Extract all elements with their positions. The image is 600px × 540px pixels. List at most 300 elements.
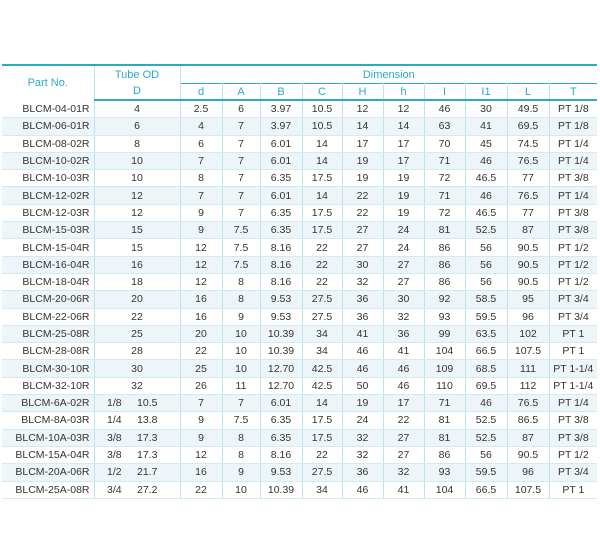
dim-cell-c: 34 <box>302 343 342 360</box>
tube-od-cell <box>94 135 180 152</box>
tube-od-value: 10 <box>131 155 143 168</box>
dim-cell-h-upper: 32 <box>342 429 383 446</box>
tube-od-inch: 3/8 <box>107 449 122 462</box>
dim-cell-l: 86.5 <box>507 412 549 429</box>
dim-cell-a: 7.5 <box>222 222 260 239</box>
tube-od-value: 28 <box>131 345 143 358</box>
dim-cell-a: 7.5 <box>222 256 260 273</box>
dim-cell-b: 6.01 <box>260 395 302 412</box>
dim-cell-t: PT 3/8 <box>549 222 597 239</box>
dim-cell-i: 81 <box>424 412 465 429</box>
dim-header-l: L <box>507 84 549 101</box>
dim-cell-i1: 56 <box>465 239 507 256</box>
part-number-cell: BLCM-10-03R <box>2 170 94 187</box>
dim-cell-i1: 52.5 <box>465 222 507 239</box>
dim-header-b: B <box>260 84 302 101</box>
tube-od-value: 6 <box>134 120 140 133</box>
table-row <box>2 360 597 377</box>
dim-cell-l: 87 <box>507 222 549 239</box>
dim-cell-d: 9 <box>180 429 222 446</box>
tube-od-cell <box>94 308 180 325</box>
tube-od-mm: 17.3 <box>137 431 158 444</box>
table-row <box>2 481 597 498</box>
dim-cell-i1: 58.5 <box>465 291 507 308</box>
table-row <box>2 291 597 308</box>
dim-cell-h-upper: 32 <box>342 273 383 290</box>
dim-cell-i: 93 <box>424 308 465 325</box>
tube-od-cell <box>94 291 180 308</box>
table-row <box>2 343 597 360</box>
tube-od-value: 22 <box>131 310 143 323</box>
dim-header-a: A <box>222 84 260 101</box>
dim-cell-b: 6.01 <box>260 152 302 169</box>
part-number-cell: BLCM-10-02R <box>2 152 94 169</box>
dim-cell-a: 7.5 <box>222 412 260 429</box>
table-row <box>2 118 597 135</box>
dim-cell-b: 12.70 <box>260 360 302 377</box>
dim-cell-i1: 46 <box>465 187 507 204</box>
dim-cell-i: 81 <box>424 429 465 446</box>
dim-cell-d: 12 <box>180 446 222 463</box>
dim-cell-i1: 46 <box>465 395 507 412</box>
dim-cell-i1: 68.5 <box>465 360 507 377</box>
dim-cell-i1: 52.5 <box>465 429 507 446</box>
dim-cell-t: PT 3/8 <box>549 429 597 446</box>
part-number-cell: BLCM-28-08R <box>2 343 94 360</box>
dim-cell-a: 7 <box>222 170 260 187</box>
tube-od-mm: 27.2 <box>137 483 158 496</box>
dim-cell-b: 9.53 <box>260 464 302 481</box>
dim-cell-c: 14 <box>302 135 342 152</box>
dim-cell-a: 10 <box>222 360 260 377</box>
tube-od-cell <box>94 187 180 204</box>
dim-header-t: T <box>549 84 597 101</box>
dim-cell-t: PT 1/2 <box>549 273 597 290</box>
dim-cell-h-lower: 17 <box>383 135 424 152</box>
dim-header-i1: I1 <box>465 84 507 101</box>
dim-cell-l: 90.5 <box>507 273 549 290</box>
dim-cell-i1: 46.5 <box>465 170 507 187</box>
dim-cell-h-lower: 27 <box>383 256 424 273</box>
tube-od-cell <box>94 170 180 187</box>
dim-cell-h-lower: 32 <box>383 464 424 481</box>
tube-od-value: 25 <box>131 328 143 340</box>
tube-od-inch: 3/8 <box>107 431 122 444</box>
tube-od-value: 15 <box>131 224 143 237</box>
dim-cell-t: PT 3/4 <box>549 308 597 325</box>
dim-cell-h-lower: 17 <box>383 152 424 169</box>
dim-cell-t: PT 1/4 <box>549 152 597 169</box>
tube-od-value: 15 <box>131 241 143 254</box>
dim-cell-c: 22 <box>302 256 342 273</box>
dim-header-h-lower: h <box>383 84 424 101</box>
dim-cell-l: 77 <box>507 170 549 187</box>
dim-cell-t: PT 3/8 <box>549 412 597 429</box>
dim-cell-i: 63 <box>424 118 465 135</box>
dim-cell-a: 10 <box>222 325 260 342</box>
dim-cell-i1: 46 <box>465 152 507 169</box>
tube-od-value: 32 <box>131 379 143 392</box>
part-number-cell: BLCM-20A-06R <box>2 464 94 481</box>
dim-cell-i: 81 <box>424 222 465 239</box>
dim-cell-i1: 46.5 <box>465 204 507 221</box>
dim-cell-d: 16 <box>180 291 222 308</box>
dim-cell-d: 16 <box>180 464 222 481</box>
dim-cell-b: 6.01 <box>260 187 302 204</box>
tube-od-value: 10 <box>131 172 143 185</box>
dim-cell-i: 86 <box>424 446 465 463</box>
tube-od-value: 30 <box>131 362 143 375</box>
dim-cell-l: 49.5 <box>507 100 549 118</box>
part-number-cell: BLCM-18-04R <box>2 273 94 290</box>
dim-cell-h-lower: 36 <box>383 325 424 342</box>
dim-cell-h-upper: 24 <box>342 412 383 429</box>
dim-cell-i: 110 <box>424 377 465 394</box>
dim-cell-h-lower: 30 <box>383 291 424 308</box>
dim-cell-i: 86 <box>424 239 465 256</box>
dim-cell-a: 7 <box>222 118 260 135</box>
table-row <box>2 412 597 429</box>
dim-cell-b: 6.35 <box>260 204 302 221</box>
dim-cell-i: 86 <box>424 256 465 273</box>
dim-cell-b: 6.35 <box>260 429 302 446</box>
part-number-cell: BLCM-10A-03R <box>2 429 94 446</box>
dim-cell-h-lower: 19 <box>383 204 424 221</box>
dim-cell-a: 8 <box>222 446 260 463</box>
dim-cell-h-upper: 32 <box>342 446 383 463</box>
tube-od-cell <box>94 222 180 239</box>
table-row <box>2 135 597 152</box>
tube-od-cell <box>94 360 180 377</box>
dim-cell-l: 76.5 <box>507 395 549 412</box>
dim-cell-c: 22 <box>302 239 342 256</box>
table-row <box>2 429 597 446</box>
dim-cell-h-upper: 46 <box>342 481 383 498</box>
dim-cell-h-lower: 24 <box>383 222 424 239</box>
dim-cell-a: 6 <box>222 100 260 118</box>
dim-cell-t: PT 1/2 <box>549 446 597 463</box>
part-number-cell: BLCM-20-06R <box>2 291 94 308</box>
tube-od-cell <box>94 343 180 360</box>
part-number-cell: BLCM-30-10R <box>2 360 94 377</box>
dim-cell-i1: 56 <box>465 446 507 463</box>
dim-cell-b: 10.39 <box>260 481 302 498</box>
tube-od-cell <box>94 395 180 412</box>
dim-cell-i1: 52.5 <box>465 412 507 429</box>
tube-od-cell <box>94 239 180 256</box>
tube-od-cell <box>94 118 180 135</box>
dim-cell-h-lower: 46 <box>383 360 424 377</box>
dim-cell-t: PT 1-1/4 <box>549 377 597 394</box>
dim-cell-h-lower: 32 <box>383 308 424 325</box>
dim-cell-b: 6.35 <box>260 222 302 239</box>
dim-cell-d: 12 <box>180 239 222 256</box>
dim-cell-b: 8.16 <box>260 256 302 273</box>
dim-cell-c: 10.5 <box>302 118 342 135</box>
tube-od-sub-header: D <box>94 84 180 101</box>
dim-cell-c: 14 <box>302 152 342 169</box>
dim-header-d: d <box>180 84 222 101</box>
dim-cell-h-upper: 22 <box>342 204 383 221</box>
dim-cell-h-upper: 14 <box>342 118 383 135</box>
dim-cell-a: 9 <box>222 464 260 481</box>
dim-cell-i: 99 <box>424 325 465 342</box>
dim-cell-h-lower: 19 <box>383 170 424 187</box>
dim-cell-b: 8.16 <box>260 273 302 290</box>
dim-cell-t: PT 3/4 <box>549 291 597 308</box>
dim-cell-h-lower: 27 <box>383 446 424 463</box>
dim-cell-h-upper: 19 <box>342 152 383 169</box>
dim-cell-h-lower: 46 <box>383 377 424 394</box>
dim-cell-a: 7 <box>222 135 260 152</box>
table-row <box>2 204 597 221</box>
tube-od-cell <box>94 377 180 394</box>
dim-header-i: I <box>424 84 465 101</box>
dim-cell-i1: 56 <box>465 273 507 290</box>
dim-cell-d: 8 <box>180 170 222 187</box>
part-no-header: Part No. <box>2 65 94 100</box>
dim-cell-i1: 69.5 <box>465 377 507 394</box>
part-number-cell: BLCM-06-01R <box>2 118 94 135</box>
dim-cell-d: 12 <box>180 256 222 273</box>
dim-cell-i: 109 <box>424 360 465 377</box>
tube-od-value: 16 <box>131 258 143 271</box>
part-number-cell: BLCM-15A-04R <box>2 446 94 463</box>
tube-od-mm: 17.3 <box>137 449 158 462</box>
dim-cell-h-upper: 46 <box>342 343 383 360</box>
dim-cell-h-lower: 27 <box>383 429 424 446</box>
dim-cell-i1: 66.5 <box>465 481 507 498</box>
part-number-cell: BLCM-15-04R <box>2 239 94 256</box>
dim-cell-i: 71 <box>424 187 465 204</box>
table-row <box>2 187 597 204</box>
dim-cell-a: 8 <box>222 273 260 290</box>
tube-od-inch: 3/4 <box>107 483 122 496</box>
tube-od-header: Tube OD <box>94 65 180 84</box>
table-row <box>2 256 597 273</box>
dim-cell-t: PT 1/8 <box>549 100 597 118</box>
dimension-table-container <box>2 64 597 499</box>
dim-cell-b: 6.01 <box>260 135 302 152</box>
table-row <box>2 222 597 239</box>
dim-cell-c: 17.5 <box>302 412 342 429</box>
dim-cell-l: 107.5 <box>507 343 549 360</box>
part-number-cell: BLCM-8A-03R <box>2 412 94 429</box>
table-row <box>2 100 597 118</box>
dim-cell-l: 96 <box>507 308 549 325</box>
dim-cell-c: 27.5 <box>302 464 342 481</box>
part-number-cell: BLCM-08-02R <box>2 135 94 152</box>
dim-cell-c: 42.5 <box>302 377 342 394</box>
dim-cell-d: 2.5 <box>180 100 222 118</box>
dim-cell-t: PT 3/4 <box>549 464 597 481</box>
dim-cell-a: 7 <box>222 187 260 204</box>
dim-cell-c: 27.5 <box>302 308 342 325</box>
tube-od-value: 12 <box>131 206 143 219</box>
dim-cell-b: 9.53 <box>260 308 302 325</box>
dim-cell-c: 17.5 <box>302 204 342 221</box>
dim-cell-a: 8 <box>222 291 260 308</box>
dim-cell-i1: 59.5 <box>465 464 507 481</box>
dim-cell-i1: 56 <box>465 256 507 273</box>
dim-cell-h-upper: 50 <box>342 377 383 394</box>
dim-cell-c: 17.5 <box>302 222 342 239</box>
dim-cell-t: PT 1/4 <box>549 395 597 412</box>
dim-cell-i: 70 <box>424 135 465 152</box>
dim-cell-d: 9 <box>180 204 222 221</box>
dim-cell-b: 10.39 <box>260 343 302 360</box>
dim-cell-i1: 41 <box>465 118 507 135</box>
dim-cell-d: 26 <box>180 377 222 394</box>
table-row <box>2 152 597 169</box>
part-number-cell: BLCM-25A-08R <box>2 481 94 498</box>
dim-cell-b: 6.35 <box>260 412 302 429</box>
dim-cell-d: 9 <box>180 412 222 429</box>
dim-cell-a: 7 <box>222 204 260 221</box>
dim-cell-a: 10 <box>222 481 260 498</box>
table-row <box>2 239 597 256</box>
dim-header-c: C <box>302 84 342 101</box>
dim-cell-t: PT 1/4 <box>549 187 597 204</box>
dim-cell-i: 86 <box>424 273 465 290</box>
dim-cell-h-upper: 22 <box>342 187 383 204</box>
dim-cell-b: 3.97 <box>260 100 302 118</box>
dim-cell-i1: 66.5 <box>465 343 507 360</box>
dim-cell-c: 10.5 <box>302 100 342 118</box>
tube-od-cell <box>94 429 180 446</box>
dimension-table <box>2 64 597 499</box>
dim-cell-c: 17.5 <box>302 170 342 187</box>
part-number-cell: BLCM-25-08R <box>2 325 94 342</box>
dim-cell-l: 69.5 <box>507 118 549 135</box>
dim-cell-i: 72 <box>424 170 465 187</box>
dim-cell-d: 7 <box>180 395 222 412</box>
dim-cell-h-upper: 19 <box>342 170 383 187</box>
tube-od-mm: 10.5 <box>137 397 158 410</box>
tube-od-cell <box>94 152 180 169</box>
dim-cell-b: 8.16 <box>260 446 302 463</box>
dim-cell-t: PT 1-1/4 <box>549 360 597 377</box>
part-number-cell: BLCM-12-03R <box>2 204 94 221</box>
dim-cell-b: 9.53 <box>260 291 302 308</box>
dim-cell-h-upper: 19 <box>342 395 383 412</box>
dim-cell-i: 92 <box>424 291 465 308</box>
dim-cell-h-lower: 24 <box>383 239 424 256</box>
dim-cell-i1: 45 <box>465 135 507 152</box>
dim-cell-i1: 59.5 <box>465 308 507 325</box>
table-row <box>2 395 597 412</box>
dim-cell-h-upper: 17 <box>342 135 383 152</box>
dim-cell-t: PT 1 <box>549 481 597 498</box>
dim-cell-l: 90.5 <box>507 446 549 463</box>
dim-cell-h-upper: 41 <box>342 325 383 342</box>
dim-cell-c: 34 <box>302 325 342 342</box>
table-body <box>2 100 597 498</box>
dim-cell-l: 95 <box>507 291 549 308</box>
dim-cell-h-upper: 36 <box>342 291 383 308</box>
tube-od-inch: 1/2 <box>107 466 122 479</box>
tube-od-value: 8 <box>134 137 140 150</box>
dim-cell-i: 72 <box>424 204 465 221</box>
dim-cell-h-lower: 12 <box>383 100 424 118</box>
dim-cell-c: 42.5 <box>302 360 342 377</box>
dim-cell-t: PT 1/4 <box>549 135 597 152</box>
dim-cell-d: 25 <box>180 360 222 377</box>
dim-cell-h-upper: 36 <box>342 464 383 481</box>
dim-cell-c: 34 <box>302 481 342 498</box>
tube-od-value: 18 <box>131 276 143 289</box>
dim-cell-c: 17.5 <box>302 429 342 446</box>
dim-cell-c: 14 <box>302 395 342 412</box>
dim-cell-l: 87 <box>507 429 549 446</box>
table-row <box>2 273 597 290</box>
tube-od-cell <box>94 204 180 221</box>
dim-cell-i: 104 <box>424 343 465 360</box>
dim-cell-d: 22 <box>180 343 222 360</box>
dim-cell-l: 90.5 <box>507 239 549 256</box>
dim-cell-t: PT 1/2 <box>549 256 597 273</box>
tube-od-inch: 1/8 <box>107 397 122 410</box>
dim-cell-d: 22 <box>180 481 222 498</box>
dim-cell-h-lower: 41 <box>383 343 424 360</box>
dim-cell-t: PT 1/2 <box>549 239 597 256</box>
dim-cell-l: 102 <box>507 325 549 342</box>
dim-cell-c: 22 <box>302 273 342 290</box>
dim-cell-a: 8 <box>222 429 260 446</box>
dim-cell-l: 77 <box>507 204 549 221</box>
tube-od-value: 12 <box>131 189 143 202</box>
dim-cell-l: 111 <box>507 360 549 377</box>
tube-od-cell <box>94 325 180 342</box>
dim-cell-i1: 63.5 <box>465 325 507 342</box>
dim-cell-h-lower: 27 <box>383 273 424 290</box>
dim-cell-l: 112 <box>507 377 549 394</box>
table-row <box>2 325 597 342</box>
dim-cell-d: 16 <box>180 308 222 325</box>
dim-cell-t: PT 1/8 <box>549 118 597 135</box>
dim-cell-t: PT 1 <box>549 343 597 360</box>
table-row <box>2 446 597 463</box>
tube-od-cell <box>94 256 180 273</box>
table-row <box>2 308 597 325</box>
part-number-cell: BLCM-04-01R <box>2 100 94 118</box>
dim-cell-b: 6.35 <box>260 170 302 187</box>
part-number-cell: BLCM-16-04R <box>2 256 94 273</box>
part-number-cell: BLCM-15-03R <box>2 222 94 239</box>
dim-cell-i: 46 <box>424 100 465 118</box>
dim-cell-a: 9 <box>222 308 260 325</box>
dim-cell-h-upper: 27 <box>342 239 383 256</box>
dim-cell-c: 22 <box>302 446 342 463</box>
dim-cell-t: PT 1 <box>549 325 597 342</box>
tube-od-cell <box>94 481 180 498</box>
dim-cell-a: 11 <box>222 377 260 394</box>
tube-od-cell <box>94 273 180 290</box>
dim-cell-h-lower: 19 <box>383 187 424 204</box>
part-number-cell: BLCM-12-02R <box>2 187 94 204</box>
part-number-cell: BLCM-22-06R <box>2 308 94 325</box>
tube-od-cell <box>94 100 180 118</box>
dim-cell-a: 7 <box>222 152 260 169</box>
dim-cell-d: 7 <box>180 187 222 204</box>
dim-cell-l: 76.5 <box>507 152 549 169</box>
table-row <box>2 464 597 481</box>
table-row <box>2 377 597 394</box>
dim-cell-l: 76.5 <box>507 187 549 204</box>
part-number-cell: BLCM-6A-02R <box>2 395 94 412</box>
dim-cell-d: 6 <box>180 135 222 152</box>
dim-cell-h-upper: 12 <box>342 100 383 118</box>
